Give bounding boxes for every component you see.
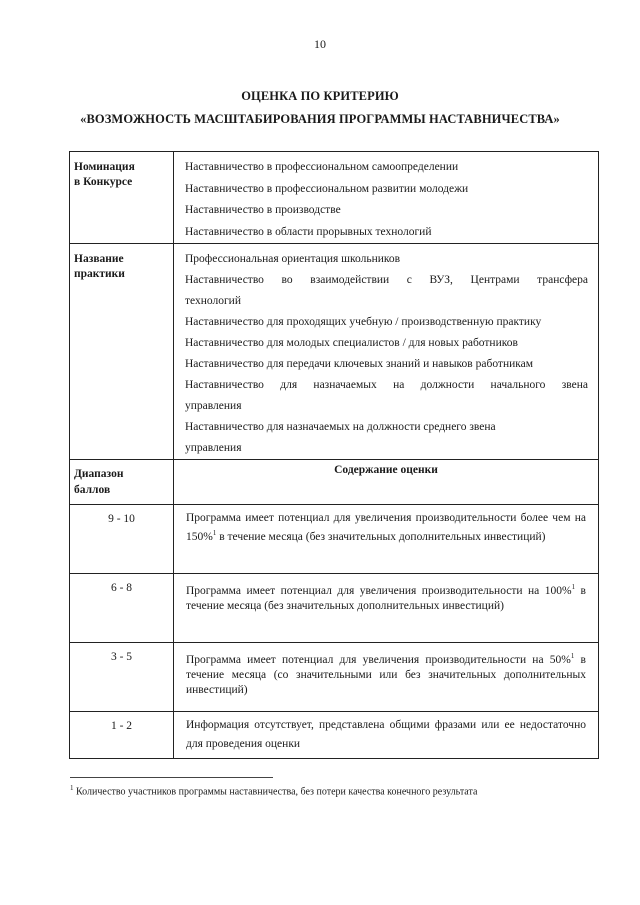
practice-line: Наставничество во взаимодействии с ВУЗ, Центрами трансфера: [185, 274, 588, 286]
score-text: Информация отсутствует, представлена общими фразами или ее недостаточно для проведения оценки: [186, 719, 586, 750]
score-text: Программа имеет потенциал для увеличения производительности на 50%: [186, 653, 571, 666]
practice-line: Наставничество для проходящих учебную / производственную практику: [185, 316, 542, 328]
practice-line: Наставничество для передачи ключевых знаний и навыков работникам: [185, 358, 534, 370]
practice-line: Профессиональная ориентация школьников: [185, 253, 401, 265]
practice-line: Наставничество для назначаемых на должности начального звена: [185, 379, 588, 391]
score-description: [174, 643, 599, 712]
score-row: [70, 505, 599, 574]
page-number: 10: [314, 37, 326, 51]
page-title: ОЦЕНКА ПО КРИТЕРИЮ: [241, 89, 399, 103]
nomination-row: [70, 152, 599, 244]
footnote-mark: 1: [70, 784, 74, 792]
score-range: 9 - 10: [70, 505, 174, 574]
practice-label-line1: Название: [74, 253, 124, 265]
score-range: 6 - 8: [70, 574, 174, 643]
score-row: [70, 712, 599, 759]
nomination-item: Наставничество в области прорывных технологий: [185, 225, 432, 238]
nomination-item: Наставничество в профессиональном развитии молодежи: [185, 182, 469, 195]
nomination-list: [174, 152, 599, 244]
footnote-ref: 1: [571, 583, 576, 591]
nomination-label-line1: Номинация: [74, 161, 135, 173]
range-label-line1: Диапазон: [74, 468, 124, 480]
range-label-line2: баллов: [74, 484, 111, 496]
range-header-row: [70, 460, 599, 505]
practice-line: Наставничество для назначаемых на должности среднего звена: [185, 421, 496, 433]
footnote: [70, 784, 477, 797]
footnote-divider: [70, 777, 273, 778]
page-subtitle: «ВОЗМОЖНОСТЬ МАСШТАБИРОВАНИЯ ПРОГРАММЫ НАСТАВНИЧЕСТВА»: [80, 112, 560, 126]
nomination-label: [70, 152, 174, 244]
practice-line: управления: [185, 400, 242, 412]
score-text-tail: в течение месяца (со значительными или без значительных дополнительных инвестиций): [186, 653, 586, 696]
content-header: Содержание оценки: [174, 460, 599, 505]
score-description: [174, 574, 599, 643]
nomination-label-line2: в Конкурсе: [74, 176, 133, 188]
score-row: [70, 643, 599, 712]
practice-line: технологий: [185, 295, 241, 307]
nomination-item: Наставничество в производстве: [185, 204, 341, 216]
practice-row: [70, 244, 599, 460]
practice-list: [174, 244, 599, 460]
score-description: [174, 505, 599, 574]
criteria-table: [69, 151, 599, 759]
footnote-text: Количество участников программы наставничества, без потери качества конечного результата: [73, 786, 478, 798]
nomination-item: Наставничество в профессиональном самоопределении: [185, 161, 459, 173]
score-range: 3 - 5: [70, 643, 174, 712]
practice-line: Наставничество для молодых специалистов / для новых работников: [185, 337, 518, 349]
score-text-tail: в течение месяца (без значительных дополнительных инвестиций): [186, 584, 586, 612]
score-text: Программа имеет потенциал для увеличения производительности более чем на 150%: [186, 512, 586, 543]
score-text: Программа имеет потенциал для увеличения производительности на 100%: [186, 584, 572, 597]
footnote-ref: 1: [212, 529, 217, 537]
range-label: [70, 460, 174, 505]
score-row: [70, 574, 599, 643]
score-text-tail: в течение месяца (без значительных дополнительных инвестиций): [216, 530, 546, 543]
practice-label: [70, 244, 174, 460]
practice-label-line2: практики: [74, 268, 125, 280]
score-range: 1 - 2: [70, 712, 174, 759]
footnote-ref: 1: [570, 652, 575, 660]
practice-line: управления: [185, 442, 242, 454]
score-description: [174, 712, 599, 759]
